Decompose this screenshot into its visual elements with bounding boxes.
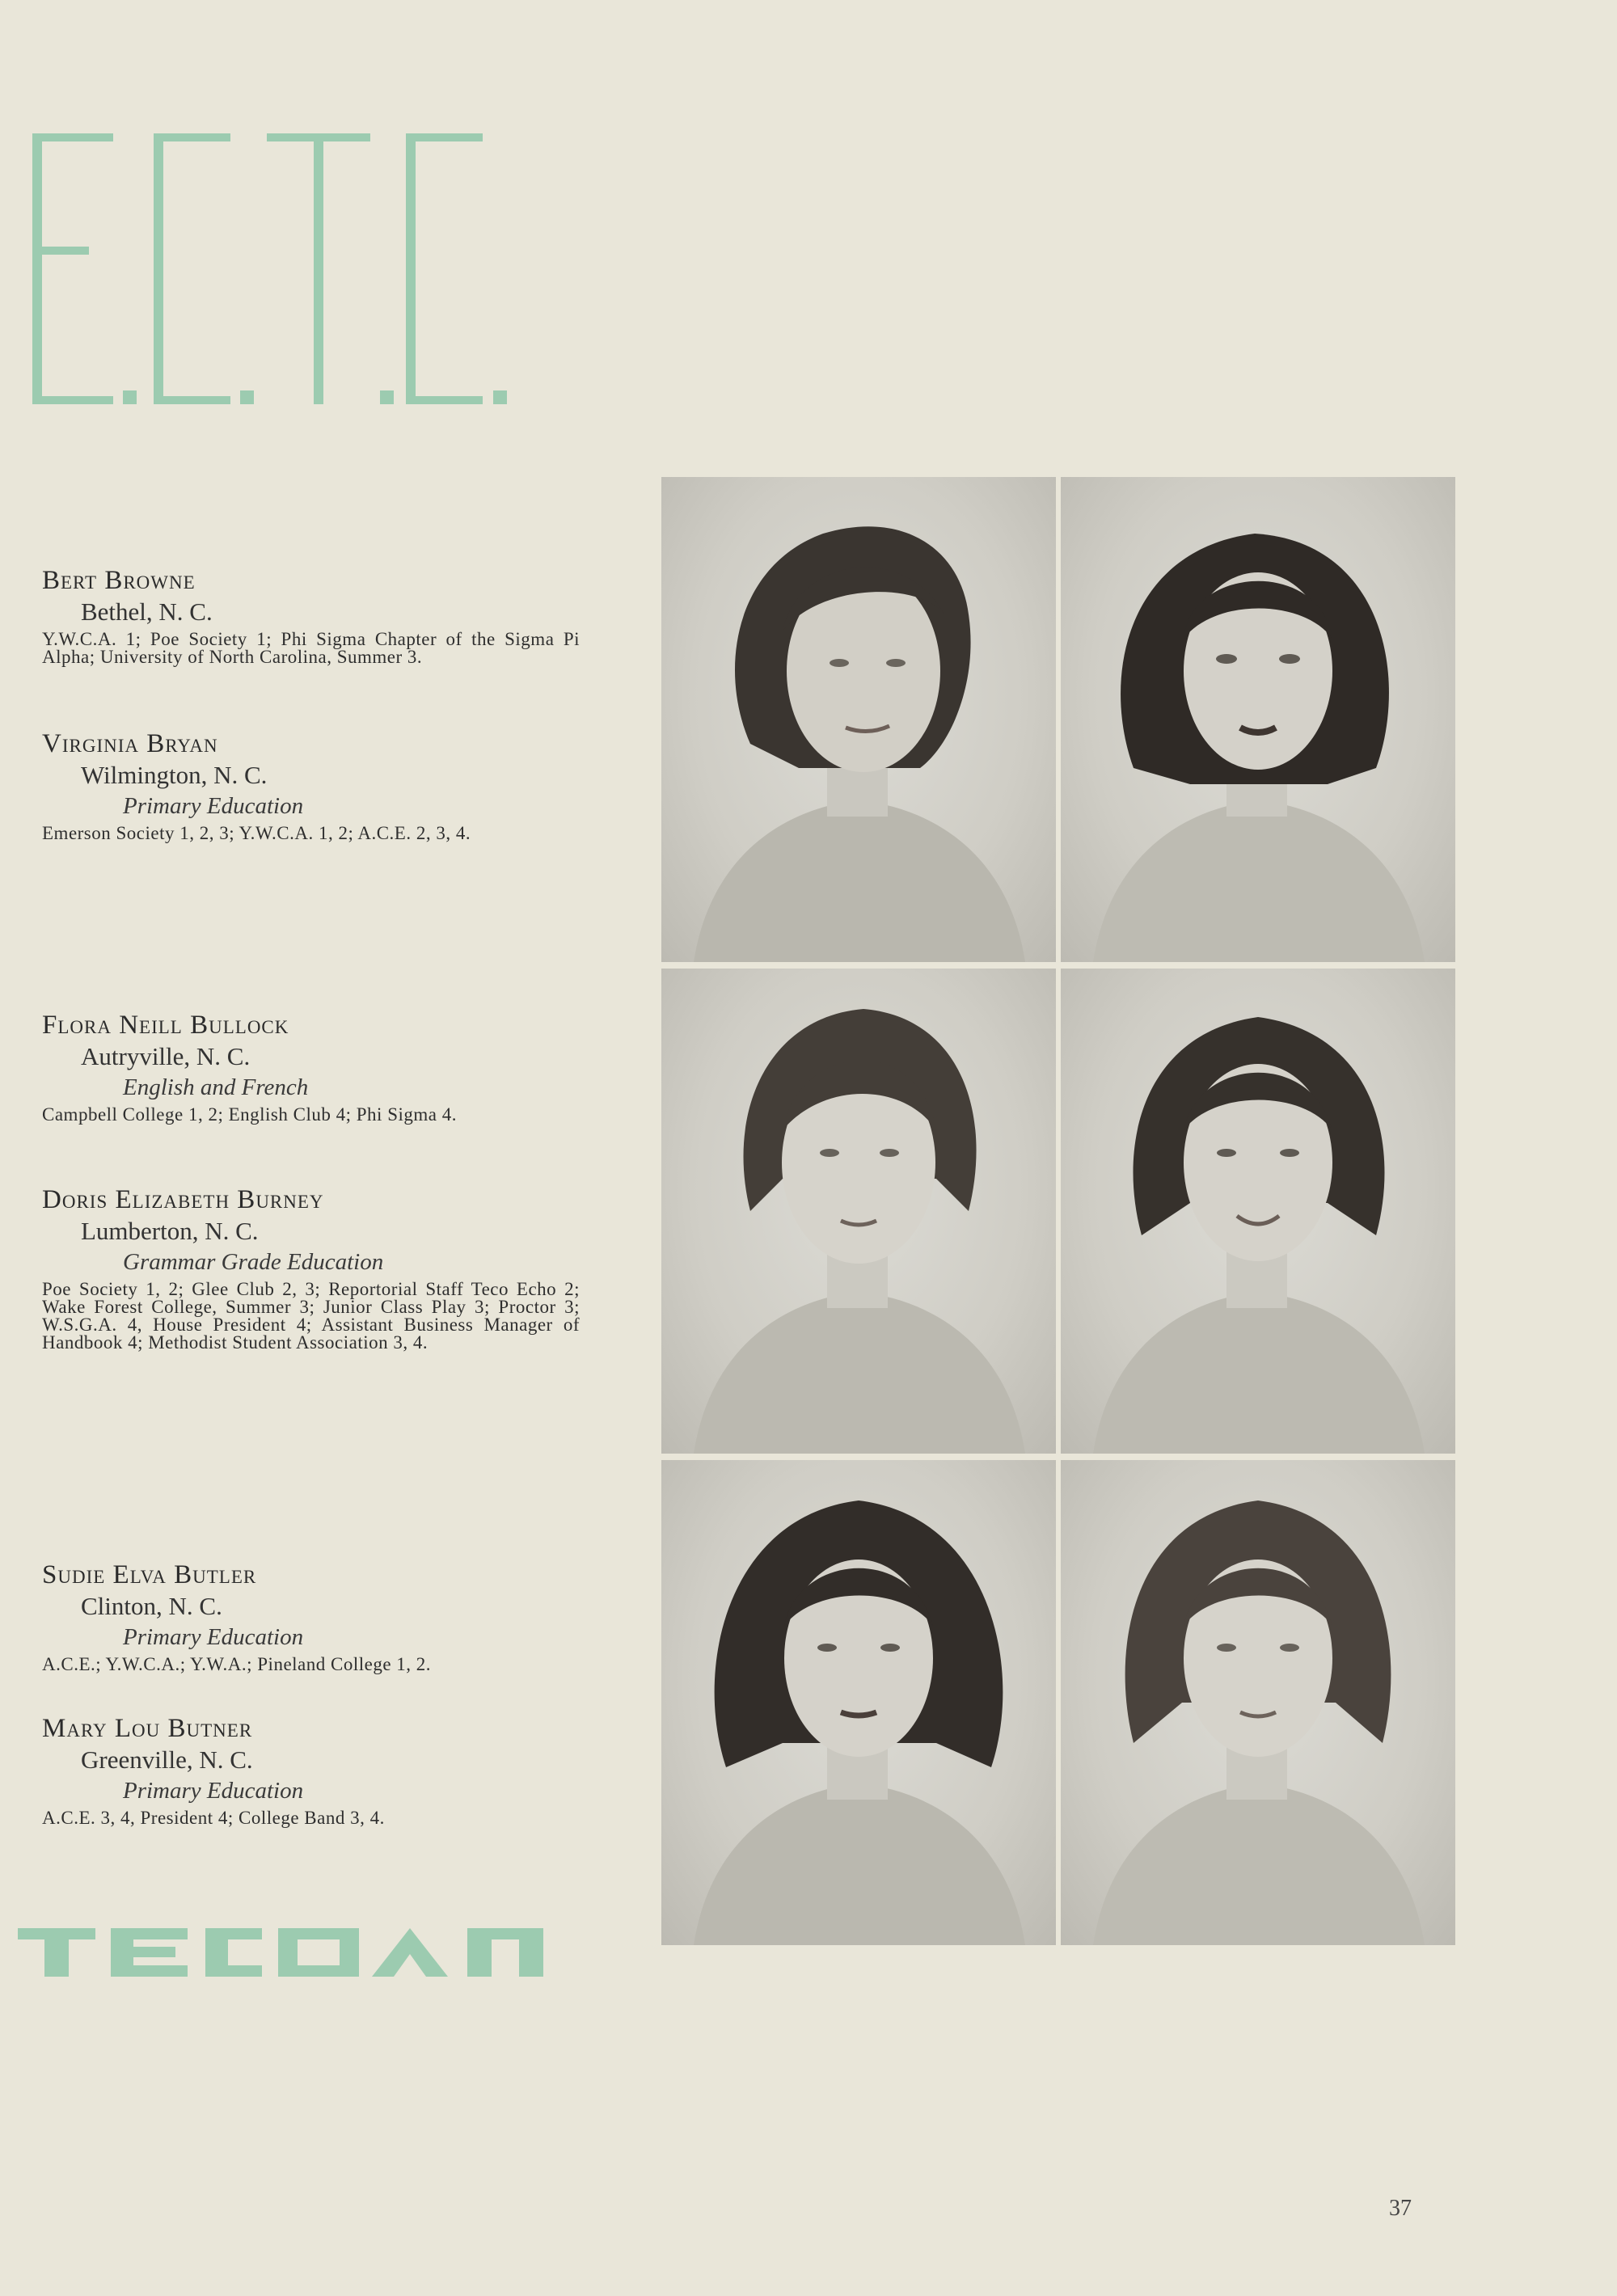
student-hometown: Autryville, N. C.: [81, 1042, 251, 1070]
student-major: Primary Education: [123, 793, 304, 819]
student-bio: [42, 1009, 580, 1124]
student-name: Virginia Bryan: [42, 729, 218, 758]
student-hometown: Greenville, N. C.: [81, 1745, 253, 1774]
page-number: 37: [1389, 2196, 1412, 2221]
student-name: Flora Neill Bullock: [42, 1011, 289, 1040]
student-hometown: Bethel, N. C.: [81, 597, 213, 626]
student-name: Sudie Elva Butler: [42, 1560, 257, 1589]
student-activities: Poe Society 1, 2; Glee Club 2, 3; Reportorial Staff Teco Echo 2; Wake Forest College, Summer 3; Junior Class Play 3; Proctor 3; W.S.G.A. 4, House President 4; Assistant Business Manager of Handbook 4; Methodist Student Association 3, 4.: [42, 1279, 580, 1353]
student-portrait: [661, 477, 1056, 962]
student-activities: Y.W.C.A. 1; Poe Society 1; Phi Sigma Chapter of the Sigma Pi Alpha; University of North Carolina, Summer 3.: [42, 629, 580, 667]
student-bio: [42, 1184, 580, 1352]
student-activities: A.C.E.; Y.W.C.A.; Y.W.A.; Pineland College 1, 2.: [42, 1654, 432, 1674]
student-activities: A.C.E. 3, 4, President 4; College Band 3, 4.: [42, 1808, 385, 1828]
student-name: Doris Elizabeth Burney: [42, 1185, 324, 1214]
student-major: English and French: [123, 1074, 309, 1100]
college-initials-heading: [32, 133, 566, 408]
student-portrait: [661, 969, 1056, 1454]
student-bio: [42, 1559, 580, 1673]
student-bio: [42, 1712, 580, 1827]
student-bio: [42, 564, 580, 666]
student-portrait: [1061, 969, 1455, 1454]
student-activities: Emerson Society 1, 2, 3; Y.W.C.A. 1, 2; A.C.E. 2, 3, 4.: [42, 823, 471, 843]
student-bio: [42, 728, 580, 842]
student-major: Grammar Grade Education: [123, 1249, 384, 1275]
student-major: Primary Education: [123, 1624, 304, 1650]
student-major: Primary Education: [123, 1778, 304, 1804]
student-hometown: Lumberton, N. C.: [81, 1217, 259, 1245]
tecoan-logo: [18, 1928, 543, 1977]
student-activities: Campbell College 1, 2; English Club 4; Phi Sigma 4.: [42, 1104, 457, 1125]
student-name: Mary Lou Butner: [42, 1714, 253, 1743]
student-hometown: Wilmington, N. C.: [81, 761, 268, 789]
student-hometown: Clinton, N. C.: [81, 1592, 222, 1620]
student-portrait: [661, 1460, 1056, 1945]
student-portrait: [1061, 477, 1455, 962]
student-portrait: [1061, 1460, 1455, 1945]
student-name: Bert Browne: [42, 566, 196, 595]
portrait-grid: [661, 477, 1457, 1945]
